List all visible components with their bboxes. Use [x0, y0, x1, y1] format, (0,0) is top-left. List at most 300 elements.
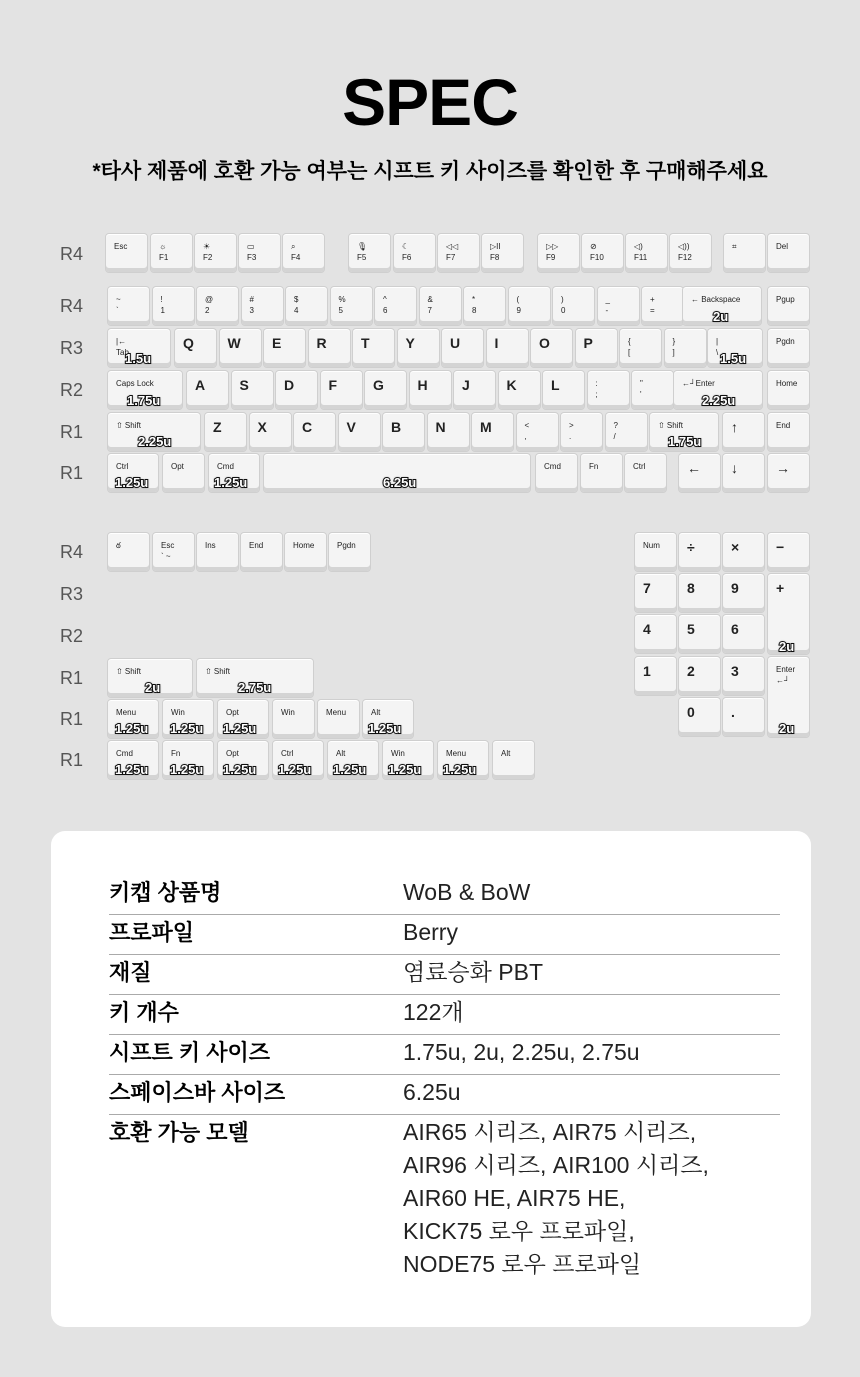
keycap [282, 233, 325, 273]
keycap-legend: Ctrl [116, 462, 129, 471]
keycap-legend: Fn [171, 749, 181, 758]
key-size-label: 1.25u [170, 762, 204, 777]
keycap-legend: ^ [383, 295, 387, 304]
keycap-sublegend: F4 [291, 253, 301, 262]
keycap [530, 328, 573, 368]
keycap [678, 453, 721, 493]
keycap-numpad [722, 697, 765, 737]
keycap [374, 286, 417, 326]
keycap-legend: P [583, 335, 593, 351]
keycap-legend: U [450, 335, 461, 351]
keycap [174, 328, 217, 368]
keycap [352, 328, 395, 368]
keycap [196, 286, 239, 326]
keycap-sublegend: / [613, 432, 616, 441]
keycap-legend: $ [294, 295, 299, 304]
keycap-legend: + [776, 580, 785, 596]
key-size-label: 2u [713, 309, 729, 324]
key-size-label: 2u [779, 721, 795, 736]
spec-row [109, 996, 780, 1035]
keycap [152, 286, 195, 326]
keycap [263, 328, 306, 368]
keycap-extra [272, 699, 315, 739]
keycap-legend: ( [516, 295, 520, 304]
keycap-sublegend: 7 [427, 306, 432, 315]
keycap-legend: Del [776, 242, 789, 251]
key-size-label: 1.75u [127, 393, 161, 408]
keycap-legend: Esc [161, 541, 175, 550]
keycap [338, 412, 381, 452]
keycap-numpad [722, 532, 765, 572]
keycap [767, 286, 810, 326]
keycap-extra [492, 740, 535, 780]
keycap-legend: C [302, 419, 313, 435]
keycap-sublegend: ' [640, 390, 642, 399]
keycap-legend: A [195, 377, 206, 393]
keycap [150, 233, 193, 273]
keycap-legend: K [506, 377, 517, 393]
row-label-main: R4 [60, 296, 84, 316]
keycap-legend: Ctrl [281, 749, 294, 758]
keycap-legend: _ [605, 295, 610, 304]
key-size-label: 2.75u [238, 680, 272, 695]
keycap [722, 453, 765, 493]
keycap [580, 453, 623, 493]
row-label-extra: R1 [60, 750, 84, 770]
keycap-legend: 8 [687, 580, 695, 596]
spec-value-line: AIR96 시리즈, AIR100 시리즈, [403, 1152, 709, 1178]
key-size-label: 1.5u [125, 351, 152, 366]
spec-value-line: NODE75 로우 프로파일 [403, 1251, 642, 1277]
keycap-sublegend: 6 [383, 306, 388, 315]
keycap [285, 286, 328, 326]
keycap-legend: Esc [114, 242, 128, 251]
keycap [625, 233, 668, 273]
keycap-legend: M [480, 419, 492, 435]
keycap-legend: X [257, 419, 267, 435]
keycap-legend: Caps Lock [116, 379, 154, 388]
spec-value-line: 염료승화 PBT [403, 959, 543, 985]
spec-value-line: 6.25u [403, 1079, 461, 1105]
keycap [194, 233, 237, 273]
keycap-sublegend: F5 [357, 253, 367, 262]
keycap-sublegend: F2 [203, 253, 213, 262]
keycap-legend: 4 [643, 621, 651, 637]
keycap-legend: ⊘ [590, 242, 597, 251]
keycap [664, 328, 707, 368]
keycap-legend: 9 [731, 580, 739, 596]
keycap [437, 233, 480, 273]
keycap-legend: Win [171, 708, 185, 717]
keycap [453, 370, 496, 410]
keycap [471, 412, 514, 452]
keycap-legend: ← [687, 460, 701, 476]
key-size-label: 1.25u [333, 762, 367, 777]
keycap [204, 412, 247, 452]
keycap [767, 233, 810, 273]
keycap-legend: 6 [731, 621, 739, 637]
key-size-label: 1.25u [115, 721, 149, 736]
keycap-legend: | [716, 337, 719, 346]
spec-value-line: KICK75 로우 프로파일, [403, 1218, 635, 1244]
keycap-sublegend: \ [716, 348, 719, 357]
keycap [581, 233, 624, 273]
keycap-legend: Num [643, 541, 660, 550]
spec-row [109, 876, 780, 915]
keycap-sublegend: , [524, 432, 527, 441]
keycap-extra [152, 532, 195, 572]
keycap-legend: B [391, 419, 402, 435]
keycap-legend: Enter [776, 665, 796, 674]
keycap-legend: ☼ [159, 242, 167, 251]
keycap [231, 370, 274, 410]
keycap-legend: Home [293, 541, 315, 550]
keycap-legend: < [524, 421, 530, 430]
keycap-legend: ⌗ [732, 242, 737, 251]
keycap-numpad [722, 573, 765, 613]
row-label-main: R3 [60, 338, 84, 358]
keycap-legend: ▷II [490, 242, 501, 251]
keycap-legend: F [328, 377, 338, 393]
keycap-legend: ! [160, 295, 163, 304]
spec-row [109, 1036, 780, 1075]
keycap [767, 328, 810, 368]
spec-value-line: AIR60 HE, AIR75 HE, [403, 1185, 626, 1211]
key-size-label: 1.25u [368, 721, 402, 736]
keycap-legend: ⇧ Shift [205, 667, 230, 676]
keycap [624, 453, 667, 493]
keycap [293, 412, 336, 452]
keycap-sublegend: 9 [516, 306, 521, 315]
keycap-legend: + [650, 295, 655, 304]
spec-value-line: Berry [403, 919, 458, 945]
spec-row [109, 1076, 780, 1115]
keycap-legend: ◁)) [678, 242, 690, 251]
keycap-legend: End [776, 421, 791, 430]
keycap-legend: * [472, 295, 476, 304]
keycap-legend: ? [613, 421, 618, 430]
page-title: SPEC [342, 65, 518, 139]
keycap-legend: E [272, 335, 282, 351]
keycap [249, 412, 292, 452]
spec-label: 키 개수 [109, 1000, 179, 1025]
keycap-legend: > [569, 421, 574, 430]
key-size-label: 2u [779, 639, 795, 654]
keycap-legend: Cmd [116, 749, 133, 758]
keycap [364, 370, 407, 410]
keycap [463, 286, 506, 326]
keycap-sublegend: - [605, 306, 609, 315]
row-label-main: R1 [60, 422, 84, 442]
keycap-legend: % [338, 295, 346, 304]
keycap [552, 286, 595, 326]
keycap-legend: H [417, 377, 428, 393]
keycap-legend: W [227, 335, 241, 351]
keycap-extra [328, 532, 371, 572]
keycap-legend: ← Backspace [691, 295, 741, 304]
keycap-legend: ◁◁ [446, 242, 459, 251]
keycap-sublegend: F11 [634, 253, 648, 262]
spec-value-line: 1.75u, 2u, 2.25u, 2.75u [403, 1039, 640, 1065]
keycap-legend: Ins [205, 541, 216, 550]
keycap-sublegend: ` [116, 306, 119, 315]
keycap [419, 286, 462, 326]
keycap-legend: ↓ [731, 460, 738, 476]
keycap [605, 412, 648, 452]
keycap-legend: Alt [336, 749, 346, 758]
keycap [186, 370, 229, 410]
keycap-legend: Menu [116, 708, 137, 717]
keycap-legend: & [427, 295, 433, 304]
keycap-legend: Opt [226, 708, 239, 717]
keycap [441, 328, 484, 368]
keycap-legend: 3 [731, 663, 739, 679]
keycap-legend: I [494, 335, 499, 351]
keycap [516, 412, 559, 452]
keycap-legend: S [239, 377, 249, 393]
row-label-extra: R1 [60, 709, 84, 729]
keycap-numpad [634, 573, 677, 613]
keycap-sublegend: F3 [247, 253, 257, 262]
keycap-legend: Pgdn [776, 337, 795, 346]
keycap-numpad [722, 656, 765, 696]
keycap-legend: Z [213, 419, 222, 435]
key-size-label: 6.25u [383, 475, 417, 490]
keycap-legend: Win [391, 749, 405, 758]
keycap-legend: ▭ [247, 242, 255, 251]
keycap-legend: − [776, 539, 785, 555]
keycap [393, 233, 436, 273]
keycap-legend: D [284, 377, 295, 393]
keycap-sublegend: Tab [116, 348, 129, 357]
keycap-legend: # [249, 295, 254, 304]
keycap-numpad [678, 532, 721, 572]
keycap-legend: Pgdn [337, 541, 356, 550]
keycap-legend: V [346, 419, 356, 435]
keycap [241, 286, 284, 326]
spec-row [109, 916, 780, 955]
keycap-legend: ⇧ Shift [658, 421, 683, 430]
keycap-numpad [634, 656, 677, 696]
keycap-legend: × [731, 539, 740, 555]
keycap-sublegend: F8 [490, 253, 500, 262]
keycap-sublegend: F10 [590, 253, 604, 262]
keycap-legend: G [373, 377, 384, 393]
keycap-legend: R [316, 335, 327, 351]
spec-value-line: AIR65 시리즈, AIR75 시리즈, [403, 1119, 697, 1145]
keycap [382, 412, 425, 452]
key-size-label: 1.25u [170, 721, 204, 736]
keycap-sublegend: F1 [159, 253, 169, 262]
keycap-legend: 7 [643, 580, 651, 596]
keycap-numpad [634, 614, 677, 654]
keycap-legend: Pgup [776, 295, 795, 304]
keycap-legend: End [249, 541, 264, 550]
keycap-legend: Opt [171, 462, 184, 471]
keycap-legend: { [628, 337, 631, 346]
keycap-extra [317, 699, 360, 739]
key-size-label: 2.25u [138, 434, 172, 449]
keycap-legend: 0 [687, 704, 695, 720]
row-label-extra: R4 [60, 542, 84, 562]
keycap-extra [284, 532, 327, 572]
key-size-label: 1.25u [443, 762, 477, 777]
keycap-numpad [634, 532, 677, 572]
keycap-sublegend: 0 [561, 306, 566, 315]
row-label-extra: R1 [60, 668, 84, 688]
keycap [409, 370, 452, 410]
keycap [619, 328, 662, 368]
keycap-sublegend: 8 [472, 306, 477, 315]
keycap-legend: N [435, 419, 446, 435]
spec-label: 프로파일 [109, 920, 195, 945]
keycap [162, 453, 205, 493]
keycap-legend: } [672, 337, 676, 346]
keycap-sublegend: F7 [446, 253, 456, 262]
keycap-legend: → [776, 460, 790, 476]
keycap-legend: 5 [687, 621, 695, 637]
keycap [669, 233, 712, 273]
keycap [330, 286, 373, 326]
keycap [767, 370, 810, 410]
keycap [542, 370, 585, 410]
spec-value [403, 1076, 461, 1109]
keycap-legend: 1 [643, 663, 651, 679]
keycap [587, 370, 630, 410]
keycap-legend: ⌕ [291, 242, 296, 251]
spec-value [403, 956, 543, 989]
keycap-legend: Win [281, 708, 295, 717]
keycap-legend: Fn [589, 462, 599, 471]
spec-value [403, 996, 464, 1029]
key-size-label: 1.5u [720, 351, 747, 366]
keycap [107, 286, 150, 326]
keycap-legend: ) [561, 295, 564, 304]
compatibility-notice: *타사 제품에 호환 가능 여부는 시프트 키 사이즈를 확인한 후 구매해주세요 [92, 160, 768, 183]
keycap [481, 233, 524, 273]
keycap [723, 233, 766, 273]
keycap-legend: Alt [501, 749, 511, 758]
keycap-numpad [767, 532, 810, 572]
keycap [560, 412, 603, 452]
keycap [486, 328, 529, 368]
keycap-legend: 🎙 [357, 242, 368, 251]
key-size-label: 1.25u [223, 721, 257, 736]
keycap-extra [196, 532, 239, 572]
keycap-legend: ▷▷ [546, 242, 559, 251]
keycap [508, 286, 551, 326]
spec-label: 시프트 키 사이즈 [109, 1040, 270, 1065]
keycap [427, 412, 470, 452]
keycap-legend: 2 [687, 663, 695, 679]
keycap-legend: Opt [226, 749, 239, 758]
keycap-legend: Cmd [544, 462, 561, 471]
keycap-sublegend: ` ~ [161, 552, 171, 561]
keycap-sublegend: = [650, 306, 655, 315]
keycap [348, 233, 391, 273]
row-label-main: R2 [60, 380, 84, 400]
keycap [631, 370, 674, 410]
row-label-extra: R2 [60, 626, 84, 646]
keycap-numpad [722, 614, 765, 654]
keycap-numpad [678, 656, 721, 696]
keycap-legend: . [731, 704, 735, 720]
spec-label: 재질 [109, 960, 152, 985]
spec-row [109, 956, 780, 995]
spec-value [403, 916, 458, 949]
keycap-legend: " [640, 379, 643, 388]
keycap-sublegend: 4 [294, 306, 299, 315]
keycap [397, 328, 440, 368]
keycap-sublegend: . [569, 432, 572, 441]
keycap-sublegend: F6 [402, 253, 412, 262]
keycap-legend: J [462, 377, 470, 393]
spec-value [403, 1036, 640, 1069]
keycap-legend: ⇧ Shift [116, 421, 141, 430]
key-size-label: 1.25u [223, 762, 257, 777]
keycap [308, 328, 351, 368]
keycap-legend: Cmd [217, 462, 234, 471]
keycap-legend: ⇧ Shift [116, 667, 141, 676]
keycap-sublegend: ←┘ [776, 676, 790, 685]
keycap-legend: ↑ [731, 419, 738, 435]
spec-value [403, 876, 530, 909]
keycap-legend: Alt [371, 708, 381, 717]
keycap [722, 412, 765, 452]
keycap [498, 370, 541, 410]
spec-row [109, 1116, 780, 1291]
row-label-main: R4 [60, 244, 84, 264]
keycap-numpad [678, 573, 721, 613]
key-size-label: 2.25u [702, 393, 736, 408]
keycap-sublegend: F9 [546, 253, 556, 262]
keycap-legend: ←┘Enter [682, 379, 715, 388]
keycap-legend: Menu [326, 708, 347, 717]
keycap-numpad [678, 614, 721, 654]
keycap [537, 233, 580, 273]
keycap-legend: ☾ [402, 242, 410, 251]
keycap [535, 453, 578, 493]
keycap-legend: ÷ [687, 539, 695, 555]
keycap-sublegend: 2 [205, 306, 210, 315]
key-size-label: 1.25u [214, 475, 248, 490]
spec-table [51, 831, 811, 1327]
keycap-sublegend: F12 [678, 253, 692, 262]
keycap-legend: @ [205, 295, 214, 304]
keycap [320, 370, 363, 410]
spec-value-line: WoB & BoW [403, 879, 531, 905]
spec-label: 호환 가능 모델 [109, 1120, 249, 1145]
keycap [219, 328, 262, 368]
spec-label: 스페이스바 사이즈 [109, 1080, 286, 1105]
keycap-extra [240, 532, 283, 572]
keycap [767, 453, 810, 493]
keycap [575, 328, 618, 368]
row-label-extra: R3 [60, 584, 84, 604]
keycap [238, 233, 281, 273]
spec-value-line: 122개 [403, 999, 464, 1025]
key-size-label: 1.25u [115, 762, 149, 777]
keycap-legend: ~ [116, 295, 121, 304]
keycap [275, 370, 318, 410]
keycap-legend: Q [183, 335, 194, 351]
keycap-legend: T [361, 335, 370, 351]
keycap-legend: L [551, 377, 560, 393]
keycap-extra [107, 532, 150, 572]
row-label-main: R1 [60, 463, 84, 483]
key-size-label: 1.25u [388, 762, 422, 777]
keycap-sublegend: [ [628, 348, 631, 357]
